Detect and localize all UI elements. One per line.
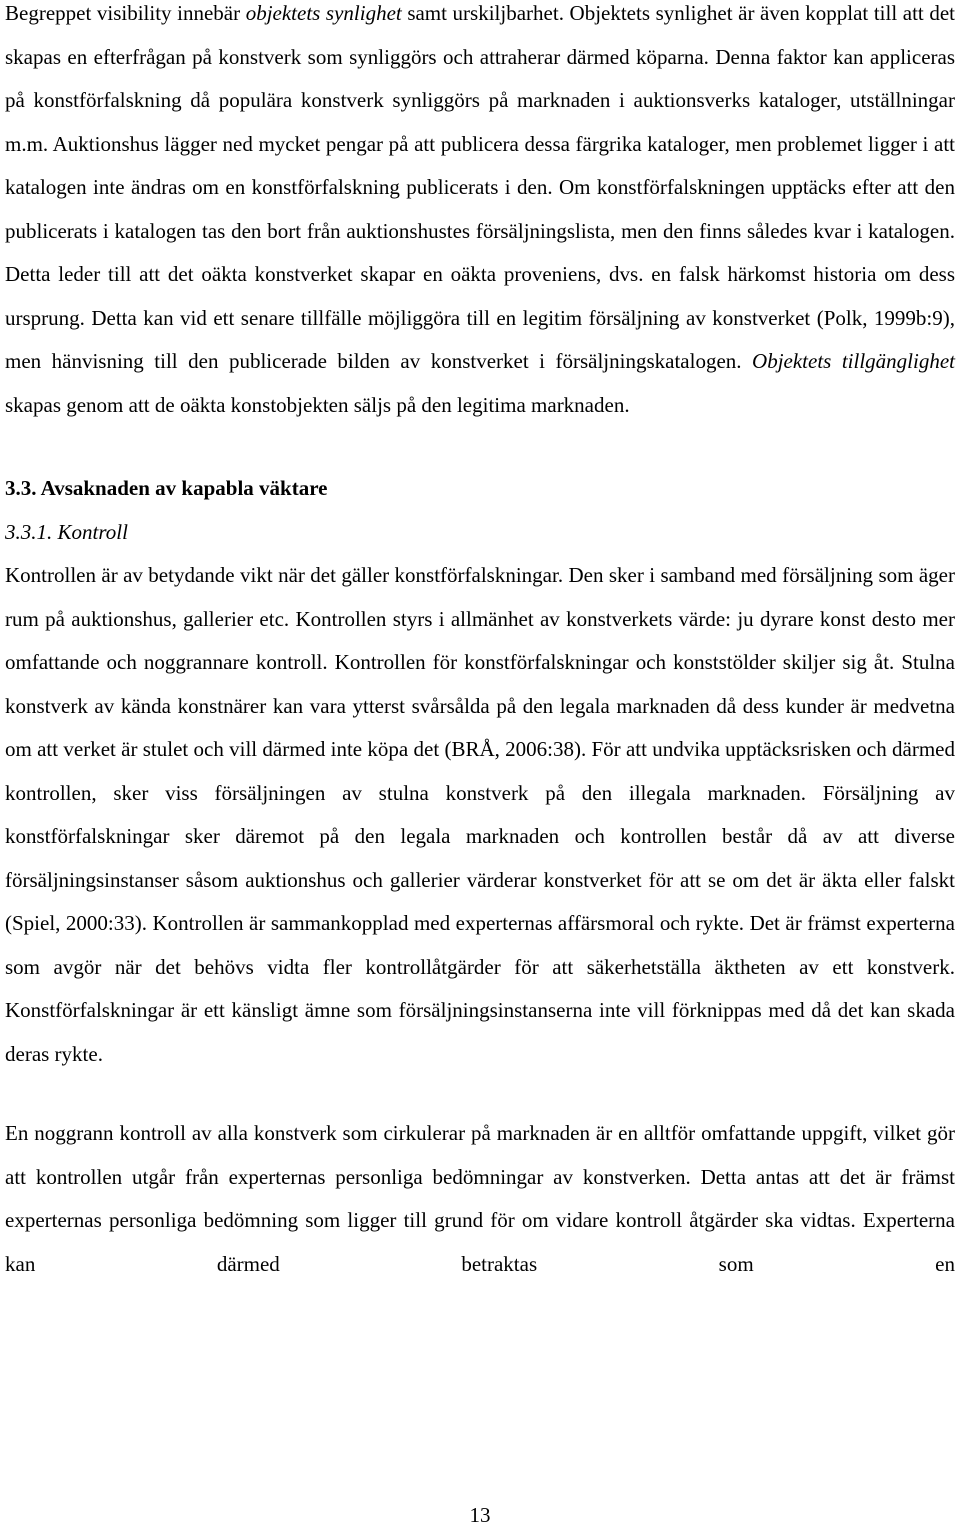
section-heading: 3.3. Avsaknaden av kapabla väktare: [5, 476, 328, 500]
page-number: 13: [469, 1503, 491, 1527]
page-content: [5, 0, 955, 1286]
emphasis-objektets-tillganglighet: Objektets tillgänglighet: [752, 349, 955, 373]
text-run: Begreppet visibility innebär: [5, 1, 246, 25]
emphasis-objektets-synlighet: objektets synlighet: [245, 1, 402, 25]
spacer: [5, 1076, 955, 1112]
paragraph-kontroll: Kontrollen är av betydande vikt när det gäller konstförfalskningar. Den sker i samband med försäljning som äger rum på auktionshus, gallerier etc. Kontrollen styrs i allmänhet av konstverkets värde: ju dyrare konst desto mer omfattande och noggrannare kontroll. Kontrollen för konstförfalskningar och konststölder skiljer sig åt. Stulna konstverk av kända konstnärer kan vara ytterst svårsålda på den legala marknaden då dess kunder är medvetna om att verket är stulet och vill därmed inte köpa det (BRÅ, 2006:38). För att undvika upptäcksrisken och därmed kontrollen, sker viss försäljningen av stulna konstverk på den illegala marknaden. Försäljning av konstförfalskningar sker däremot på den legala marknaden och kontrollen består då av att diverse försäljningsinstanser såsom auktionshus och gallerier värderar konstverket för att se om det är äkta eller falskt (Spiel, 2000:33). Kontrollen är sammankopplad med experternas affärsmoral och rykte. Det är främst experterna som avgör när det behövs vidta fler kontrollåtgärder för att säkerhetställa äktheten av ett konstverk. Konstförfalskningar är ett känsligt ämne som försäljningsinstanserna inte vill förknippas med då det kan skada deras rykte.: [5, 563, 955, 1066]
spacer: [5, 427, 955, 467]
text-run: samt urskiljbarhet. Objektets synlighet är även kopplat till att det skapas en efterfrågan på konstverk som synliggörs och attraherar därmed köparna. Denna faktor kan appliceras på konstförfalskning då populära konstverk synliggörs på marknaden i auktionsverks kataloger, utställningar m.m. Auktionshus lägger ned mycket pengar på att publicera dessa färgrika kataloger, men problemet ligger i att katalogen inte ändras om en konstförfalskning publicerats i den. Om konstförfalskningen upptäcks efter att den publicerats i katalogen tas den bort från auktionshustes försäljningslista, men den finns således kvar i katalogen. Detta leder till att det oäkta konstverket skapar en oäkta proveniens, dvs. en falsk härkomst historia om dess ursprung. Detta kan vid ett senare tillfälle möjliggöra till en legitim försäljning av konstverket (Polk, 1999b:9), men hänvisning till den publicerade bilden av konstverket i försäljningskatalogen.: [5, 1, 955, 373]
text-run: skapas genom att de oäkta konstobjekten säljs på den legitima marknaden.: [5, 392, 630, 417]
subsection-heading: 3.3.1. Kontroll: [5, 519, 128, 544]
paragraph-visibility: [5, 0, 955, 427]
paragraph-noggrann-kontroll: En noggrann kontroll av alla konstverk som cirkulerar på marknaden är en alltför omfattande uppgift, vilket gör att kontrollen utgår från experternas personliga bedömningar av konstverken. Detta antas att det är främst experternas personliga bedömning som ligger till grund för om vidare kontroll åtgärder ska vidtas. Experterna kan därmed betraktas som en: [5, 1121, 955, 1276]
